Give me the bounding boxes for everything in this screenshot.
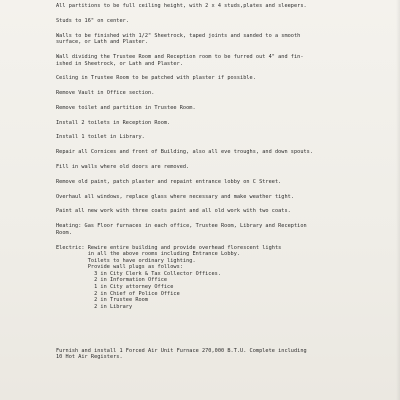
text-line: Ceiling in Trustee Room to be patched with plaster if possible. [56,75,256,82]
specification-item [56,164,392,171]
text-line: Studs to 16" on center. [56,17,129,24]
specification-item [56,120,392,127]
electric-detail-line: 2 in Chief of Police Office [56,290,180,297]
electric-detail-line: Toilets to have ordinary lighting. [56,257,196,264]
text-line: Wall dividing the Trustee Room and Reception room to be furred out 4" and fin- [56,53,304,60]
electric-heading-line: Electric: Rewire entire building and provide overhead florescent lights [56,244,282,251]
specification-list [56,3,392,236]
specification-item [56,33,392,46]
electric-detail-line: in all the above rooms including Entrance Lobby. [56,251,241,258]
page-edge-shadow [396,0,400,400]
electric-detail-line: Provide wall plugs as follows: [56,264,183,271]
specification-item [56,134,392,141]
text-line: Furnish and install 1 Forced Air Unit Furnace 270,000 B.T.U. Complete including [56,347,307,354]
closing-paragraph [56,348,392,361]
text-line: Overhaul all windows, replace glass where necessary and make weather tight. [56,193,294,200]
text-line: Fill in walls where old doors are removed. [56,164,190,170]
text-line: Repair all Cornices and front of Building, also all eve troughs, and down spouts. [56,149,314,156]
specification-item [56,194,392,201]
text-line: Install 1 toilet in Library. [56,134,145,141]
specification-item [56,54,392,67]
text-line: ished in Sheetrock, or Lath and Plaster. [56,60,183,67]
text-line: Walls to be finished with 1/2" Sheetrock, taped joints and sanded to a smooth [56,32,301,39]
specification-item [56,75,392,82]
text-line: 10 Hot Air Registers. [56,354,123,361]
electric-detail-line: 3 in City Clerk & Tax Collector Offices. [56,270,222,277]
electric-section [56,245,392,311]
text-line: Remove toilet and partition in Trustee Room. [56,104,196,111]
electric-detail-line: 2 in Trustee Room [56,297,149,304]
text-line: All partitions to be full ceiling height, with 2 x 4 studs,plates and sleepers. [56,3,307,9]
specification-item [56,179,392,186]
specification-item [56,3,392,10]
text-line: Paint all new work with three coats paint and all old work with two coats. [56,208,291,215]
specification-item [56,105,392,112]
specification-item [56,149,392,156]
electric-detail-line: 2 in Information Office [56,277,168,284]
specification-item [56,223,392,236]
text-line: Room. [56,229,72,236]
specification-item [56,18,392,25]
text-line: Remove Vault in Office section. [56,90,155,97]
text-line: Install 2 toilets in Reception Room. [56,119,171,126]
text-line: Remove old paint, patch plaster and repaint entrance lobby on C Street. [56,178,282,185]
section-gap [56,319,392,348]
document-body [56,3,392,369]
specification-item [56,208,392,215]
text-line: Heating: Gas Floor furnaces in each office, Trustee Room, Library and Reception [56,223,307,230]
specification-item [56,90,392,97]
electric-detail-line: 1 in City attorney Office [56,284,174,291]
electric-detail-line: 2 in Library [56,303,133,310]
text-line: surface, or Lath and Plaster. [56,39,149,46]
